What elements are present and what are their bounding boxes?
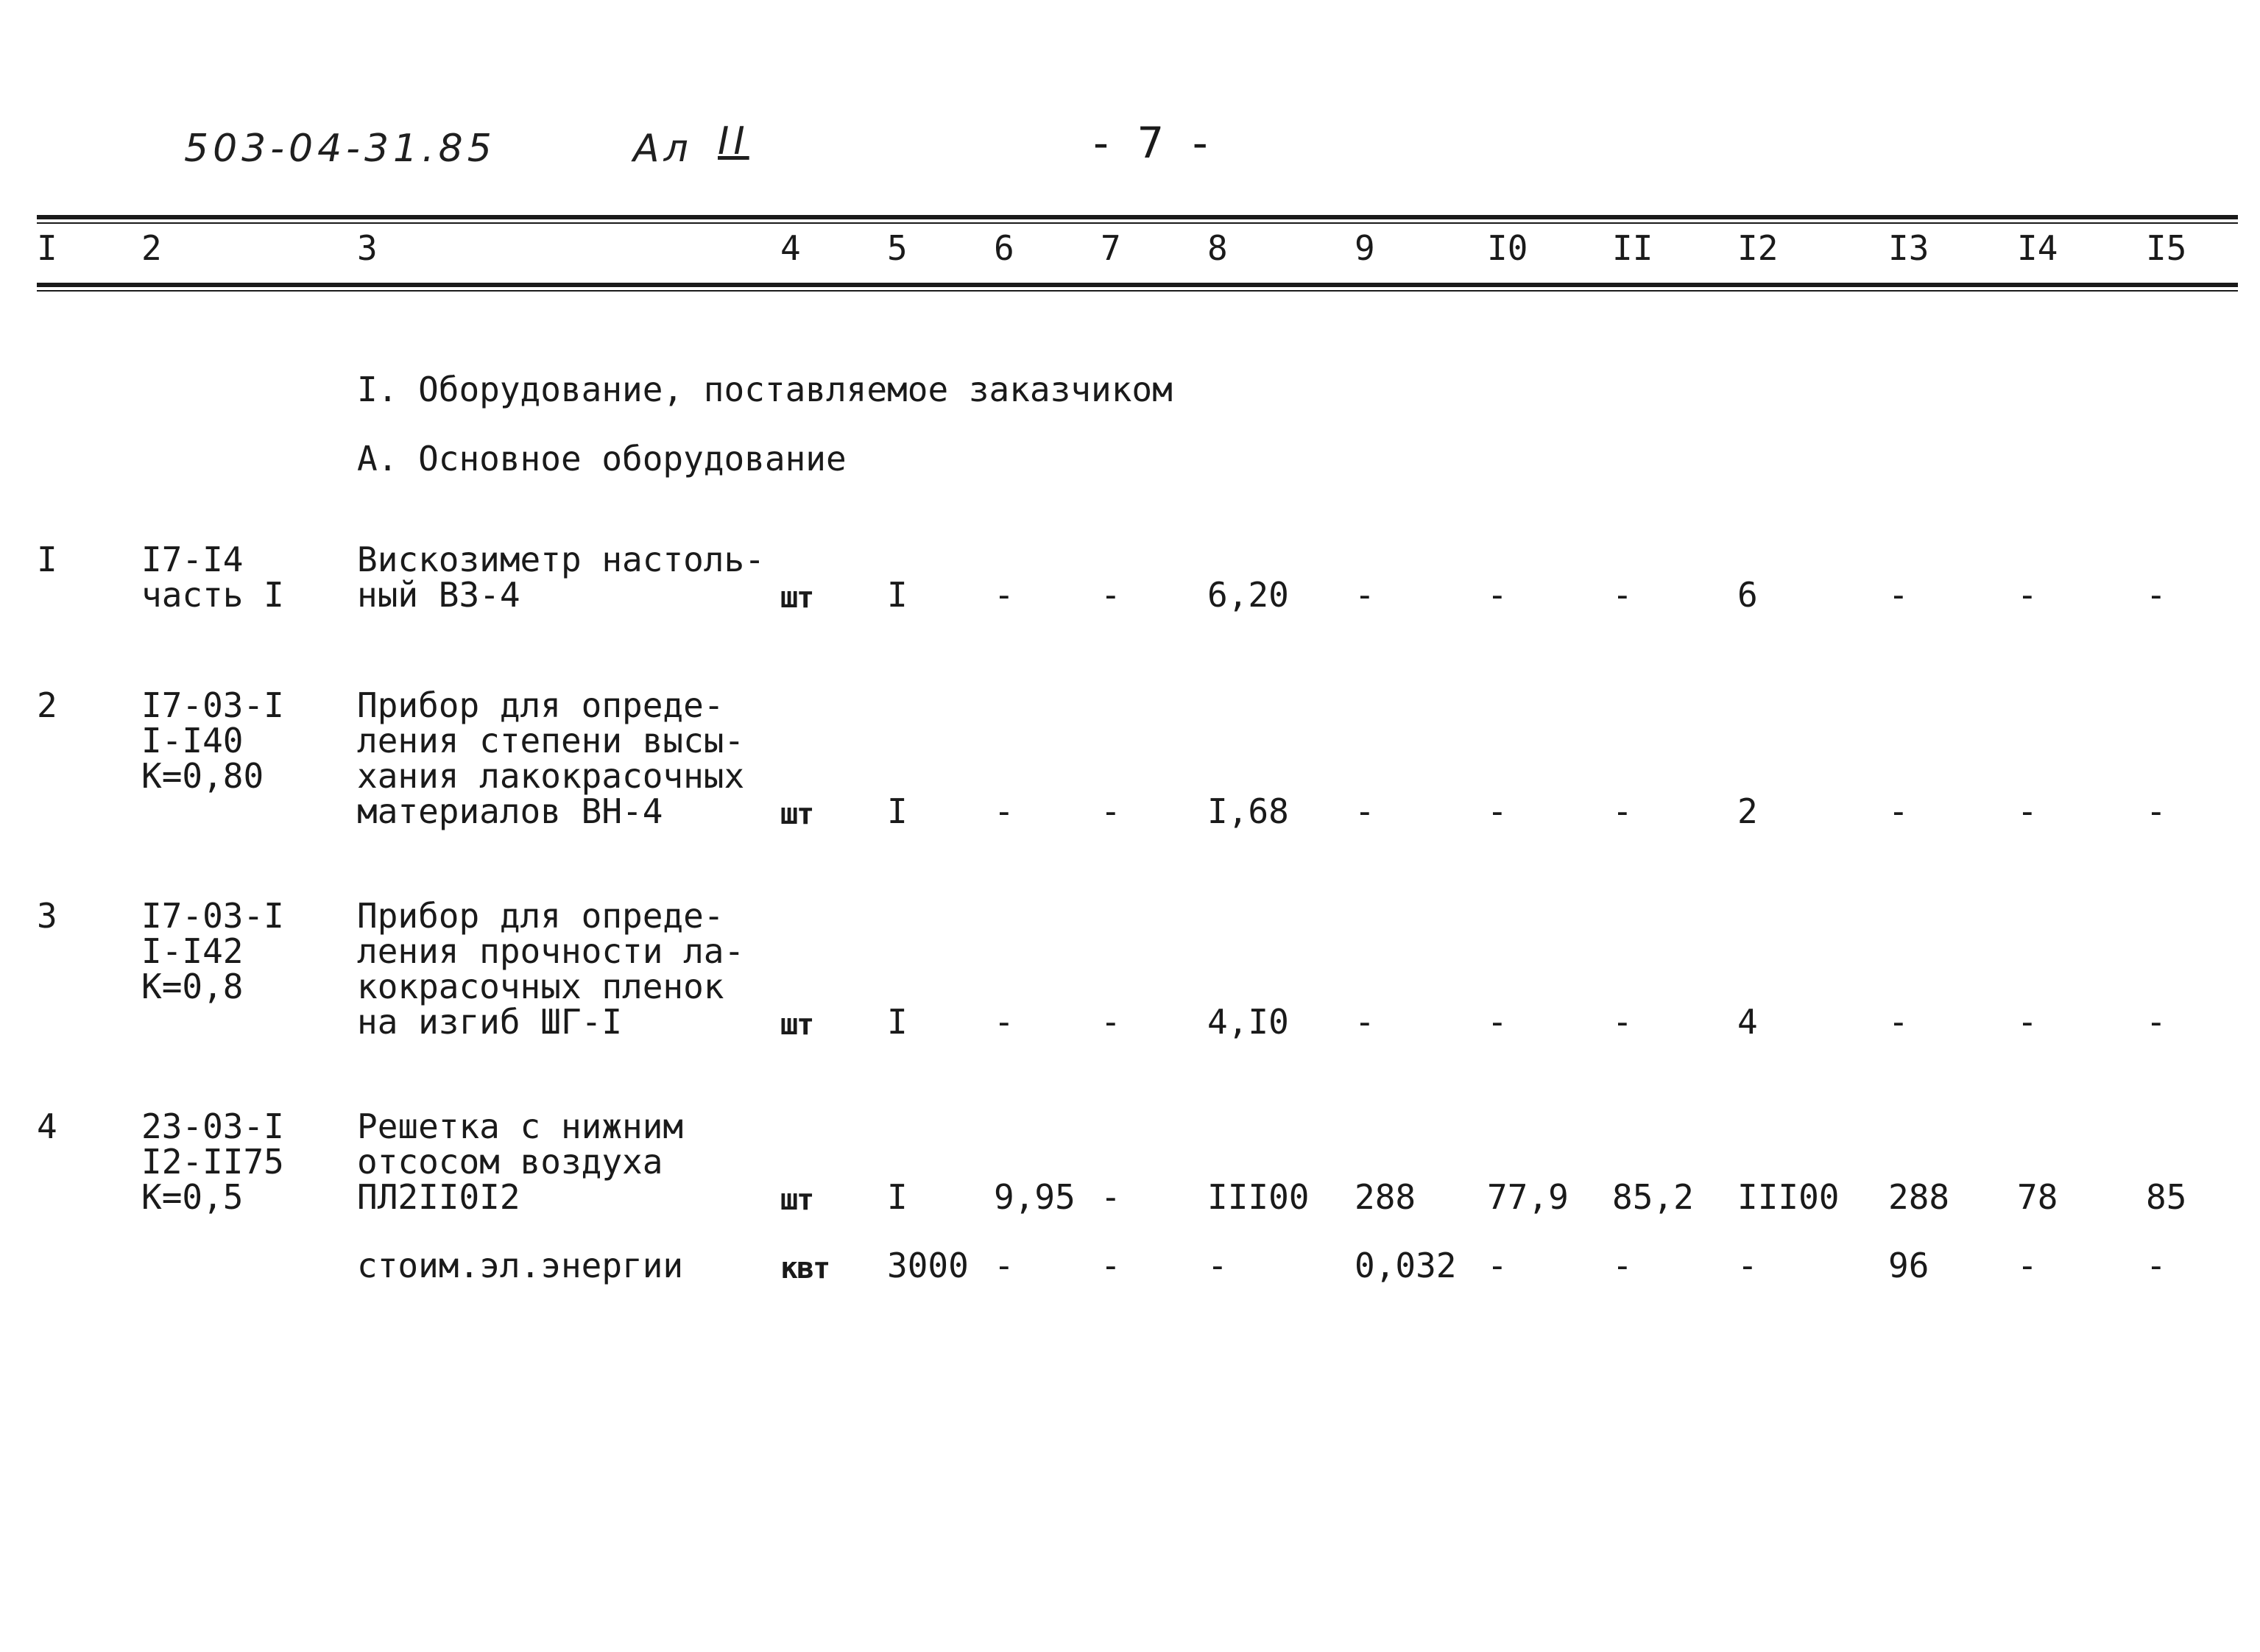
value-cell-c11: - [1612,1002,1633,1042]
value-cell-c7: - [1101,1177,1121,1217]
row-number: 4 [37,1106,57,1146]
equipment-name-line: ления прочности ла- [357,931,745,971]
price-code-line: I7-03-I [141,685,284,725]
unit-cell: шт [780,1183,813,1217]
value-cell-c9: 288 [1355,1177,1416,1217]
value-cell-c12: 4 [1737,1002,1758,1042]
column-number: I [37,228,57,268]
value-cell-c6: 9,95 [994,1177,1076,1217]
value-cell-c14: - [2017,1246,2038,1285]
album-label: Ал [633,127,693,171]
equipment-name-line: Вискозиметр настоль- [357,540,765,579]
column-number: 7 [1101,228,1121,268]
value-cell-c12: - [1737,1246,1758,1285]
equipment-name [357,1248,683,1283]
column-number: I5 [2146,228,2187,268]
header-bottom-rule-thin [37,290,2238,292]
equipment-name-line: Прибор для опреде- [357,685,724,725]
value-cell-c14: - [2017,575,2038,615]
value-cell-c10: - [1487,575,1508,615]
equipment-name [357,685,745,831]
value-cell-qty: I [887,1177,908,1217]
column-number: 6 [994,228,1014,268]
value-cell-c13: - [1888,791,1909,831]
value-cell-c13: 288 [1888,1177,1950,1217]
value-cell-c13: - [1888,1002,1909,1042]
value-cell-c6: - [994,1246,1014,1285]
equipment-name [357,1106,684,1217]
price-code-line: К=0,5 [141,1177,244,1217]
value-cell-c10: 77,9 [1487,1177,1569,1217]
value-cell-qty: I [887,575,908,615]
price-code-line: К=0,8 [141,967,244,1006]
value-cell-c7: - [1101,791,1121,831]
equipment-name [357,542,765,613]
value-cell-c12: III00 [1737,1177,1840,1217]
value-cell-c10: - [1487,1002,1508,1042]
value-cell-c6: - [994,1002,1014,1042]
equipment-name-line: ПЛ2II0I2 [357,1177,520,1217]
price-code [141,685,284,796]
value-cell-c15: 85 [2146,1177,2187,1217]
equipment-name-line: кокрасочных пленок [357,967,724,1006]
page-number: - 7 - [1093,118,1215,168]
value-cell-c9: - [1355,575,1375,615]
value-cell-c9: 0,032 [1355,1246,1457,1285]
value-cell-c15: - [2146,575,2167,615]
column-number: 2 [141,228,162,268]
value-cell-c7: - [1101,1002,1121,1042]
equipment-name [357,896,745,1042]
equipment-name-line: на изгиб ШГ-I [357,1002,623,1042]
equipment-name-line: Решетка с нижним [357,1106,684,1146]
equipment-name-line: ный ВЗ-4 [357,575,520,615]
equipment-name-line: хания лакокрасочных [357,756,745,796]
value-cell-c12: 2 [1737,791,1758,831]
unit-cell: шт [780,581,813,615]
unit-cell: шт [780,1008,813,1042]
price-code-line: К=0,80 [141,756,264,796]
value-cell-qty: I [887,791,908,831]
column-number: I4 [2017,228,2058,268]
value-cell-c15: - [2146,1246,2167,1285]
value-cell-c8: - [1207,1246,1228,1285]
column-number: 9 [1355,228,1375,268]
value-cell-c15: - [2146,791,2167,831]
price-code [141,1106,284,1217]
value-cell-c11: 85,2 [1612,1177,1694,1217]
value-cell-qty: 3000 [887,1246,969,1285]
equipment-name-line: стоим.эл.энергии [357,1246,684,1285]
album-number: II [718,119,749,163]
section-title: I. Оборудование, поставляемое заказчиком [357,370,1173,409]
column-number: I2 [1737,228,1779,268]
value-cell-c11: - [1612,575,1633,615]
column-number: II [1612,228,1653,268]
document-code: 503-04-31.85 [184,127,496,171]
price-code-line: I7-03-I [141,896,284,936]
column-number: I3 [1888,228,1929,268]
row-number: I [37,540,57,579]
column-number: 4 [780,228,801,268]
price-code-line: I-I42 [141,931,244,971]
row-number: 2 [37,685,57,725]
price-code [141,542,284,613]
value-cell-c13: - [1888,575,1909,615]
column-number: 8 [1207,228,1228,268]
equipment-name-line: материалов ВН-4 [357,791,663,831]
value-cell-c8: I,68 [1207,791,1289,831]
price-code-line: часть I [141,575,284,615]
price-code [141,898,284,1004]
unit-cell: квт [780,1252,830,1285]
value-cell-c6: - [994,791,1014,831]
equipment-name-line: Прибор для опреде- [357,896,724,936]
value-cell-c13: 96 [1888,1246,1929,1285]
value-cell-c11: - [1612,1246,1633,1285]
value-cell-c10: - [1487,791,1508,831]
value-cell-c10: - [1487,1246,1508,1285]
value-cell-c6: - [994,575,1014,615]
value-cell-c9: - [1355,1002,1375,1042]
unit-cell: шт [780,797,813,831]
price-code-line: I-I40 [141,721,244,760]
column-number: I0 [1487,228,1528,268]
value-cell-c7: - [1101,1246,1121,1285]
value-cell-c9: - [1355,791,1375,831]
value-cell-c14: - [2017,791,2038,831]
value-cell-c12: 6 [1737,575,1758,615]
equipment-name-line: отсосом воздуха [357,1142,663,1182]
value-cell-c7: - [1101,575,1121,615]
equipment-name-line: ления степени высы- [357,721,745,760]
value-cell-c11: - [1612,791,1633,831]
price-code-line: I2-II75 [141,1142,284,1182]
value-cell-c14: - [2017,1002,2038,1042]
value-cell-c8: 4,I0 [1207,1002,1289,1042]
value-cell-c8: III00 [1207,1177,1310,1217]
header-top-rule-thin [37,222,2238,224]
price-code-line: I7-I4 [141,540,244,579]
value-cell-c15: - [2146,1002,2167,1042]
column-number: 3 [357,228,378,268]
row-number: 3 [37,896,57,936]
header-top-rule [37,215,2238,219]
subsection-title: А. Основное оборудование [357,439,847,479]
value-cell-c14: 78 [2017,1177,2058,1217]
header-bottom-rule [37,283,2238,287]
value-cell-qty: I [887,1002,908,1042]
value-cell-c8: 6,20 [1207,575,1289,615]
price-code-line: 23-03-I [141,1106,284,1146]
column-number: 5 [887,228,908,268]
